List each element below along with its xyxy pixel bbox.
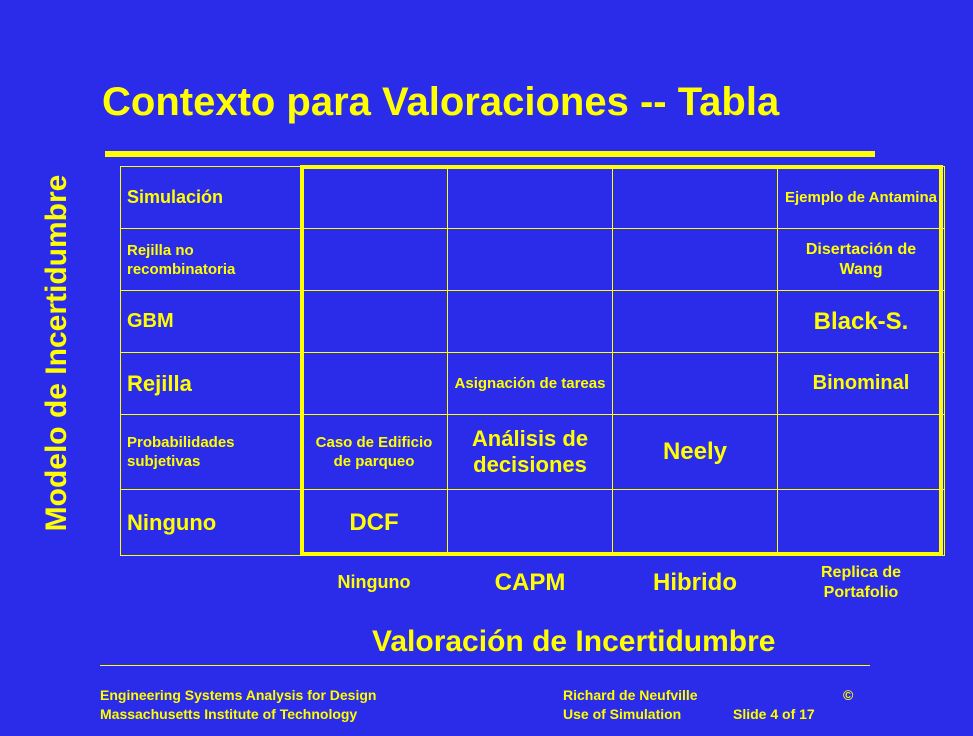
table-row [121, 229, 945, 291]
footer-institution: Massachusetts Institute of Technology [100, 706, 358, 722]
table-cell [778, 490, 945, 556]
row-header: GBM [121, 291, 301, 353]
table-row [121, 353, 945, 415]
table-cell [448, 167, 613, 229]
table-row [121, 167, 945, 229]
valuation-context-table [120, 166, 945, 610]
column-header: Ninguno [337, 572, 411, 593]
footer-slide-number: Slide 4 of 17 [733, 706, 815, 722]
table-cell [448, 291, 613, 353]
table-row [121, 291, 945, 353]
table-cell [613, 229, 778, 291]
row-header: Simulación [121, 167, 301, 229]
table-cell: Binominal [778, 353, 945, 415]
copyright-symbol: © [843, 687, 854, 703]
table-cell: Neely [613, 415, 778, 490]
slide-title: Contexto para Valoraciones -- Tabla [102, 80, 780, 124]
empty-corner [121, 556, 301, 610]
table-cell [301, 167, 448, 229]
y-axis-label: Modelo de Incertidumbre [40, 174, 73, 532]
table-cell: Ejemplo de Antamina [778, 167, 945, 229]
table-cell [613, 353, 778, 415]
column-header: Hibrido [653, 568, 737, 596]
table-cell: DCF [301, 490, 448, 556]
table-cell [301, 353, 448, 415]
row-header: Rejilla no recombinatoria [121, 229, 301, 291]
table-cell [448, 490, 613, 556]
footer-subject: Use of Simulation [563, 706, 682, 722]
table-cell: Análisis de decisiones [448, 415, 613, 490]
footer-divider [100, 665, 870, 666]
table-cell [301, 291, 448, 353]
row-header: Rejilla [121, 353, 301, 415]
table-row [121, 415, 945, 490]
table-cell: Asignación de tareas [448, 353, 613, 415]
row-header: Ninguno [121, 490, 301, 556]
footer-author: Richard de Neufville [563, 687, 698, 703]
title-underline [105, 151, 875, 157]
row-header: Probabilidades subjetivas [121, 415, 301, 490]
table-cell: Disertación de Wang [778, 229, 945, 291]
table-cell: Caso de Edificio de parqueo [301, 415, 448, 490]
column-header: Replica de Portafolio [820, 563, 902, 601]
table-cell [778, 415, 945, 490]
table-cell [613, 167, 778, 229]
table-cell [448, 229, 613, 291]
column-header-row [121, 556, 945, 610]
x-axis-label: Valoración de Incertidumbre [372, 625, 776, 658]
column-header: CAPM [494, 568, 566, 596]
table-cell [613, 291, 778, 353]
footer-course: Engineering Systems Analysis for Design [100, 687, 377, 703]
table-row [121, 490, 945, 556]
table-cell [301, 229, 448, 291]
table-cell [613, 490, 778, 556]
table-cell: Black-S. [778, 291, 945, 353]
